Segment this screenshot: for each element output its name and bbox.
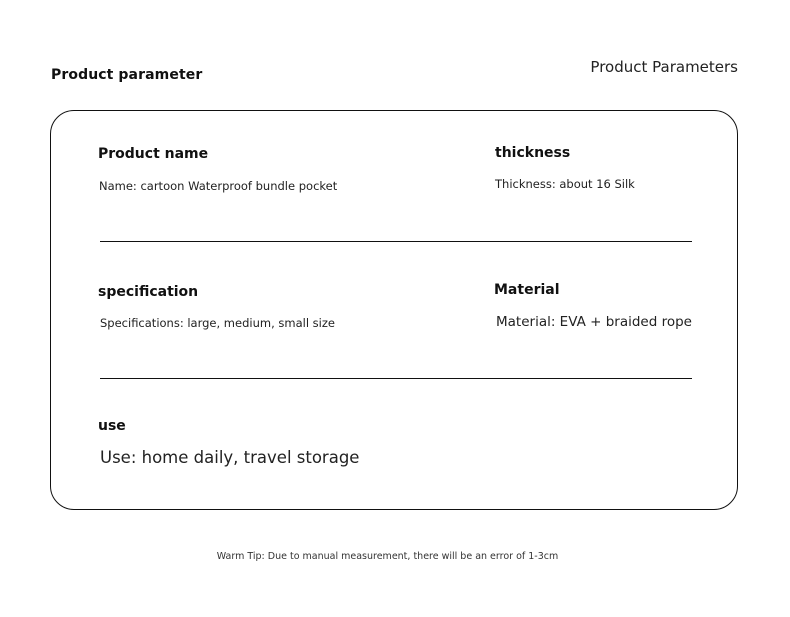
material-value: Material: EVA + braided rope — [496, 314, 692, 330]
specification-title: specification — [98, 284, 199, 300]
product-name-title: Product name — [98, 146, 209, 162]
use-value: Use: home daily, travel storage — [100, 448, 360, 467]
thickness-value: Thickness: about 16 Silk — [495, 177, 635, 191]
row-divider-1 — [100, 241, 692, 242]
parameters-card — [50, 110, 738, 510]
warm-tip: Warm Tip: Due to manual measurement, there will be an error of 1-3cm — [216, 551, 559, 562]
thickness-title: thickness — [495, 145, 571, 161]
material-title: Material — [494, 282, 560, 298]
product-name-value: Name: cartoon Waterproof bundle pocket — [99, 179, 338, 193]
row-divider-2 — [100, 378, 692, 379]
use-title: use — [98, 418, 126, 434]
section-heading: Product Parameters — [590, 58, 738, 76]
specification-value: Specifications: large, medium, small size — [100, 316, 335, 330]
page-title: Product parameter — [51, 67, 203, 83]
